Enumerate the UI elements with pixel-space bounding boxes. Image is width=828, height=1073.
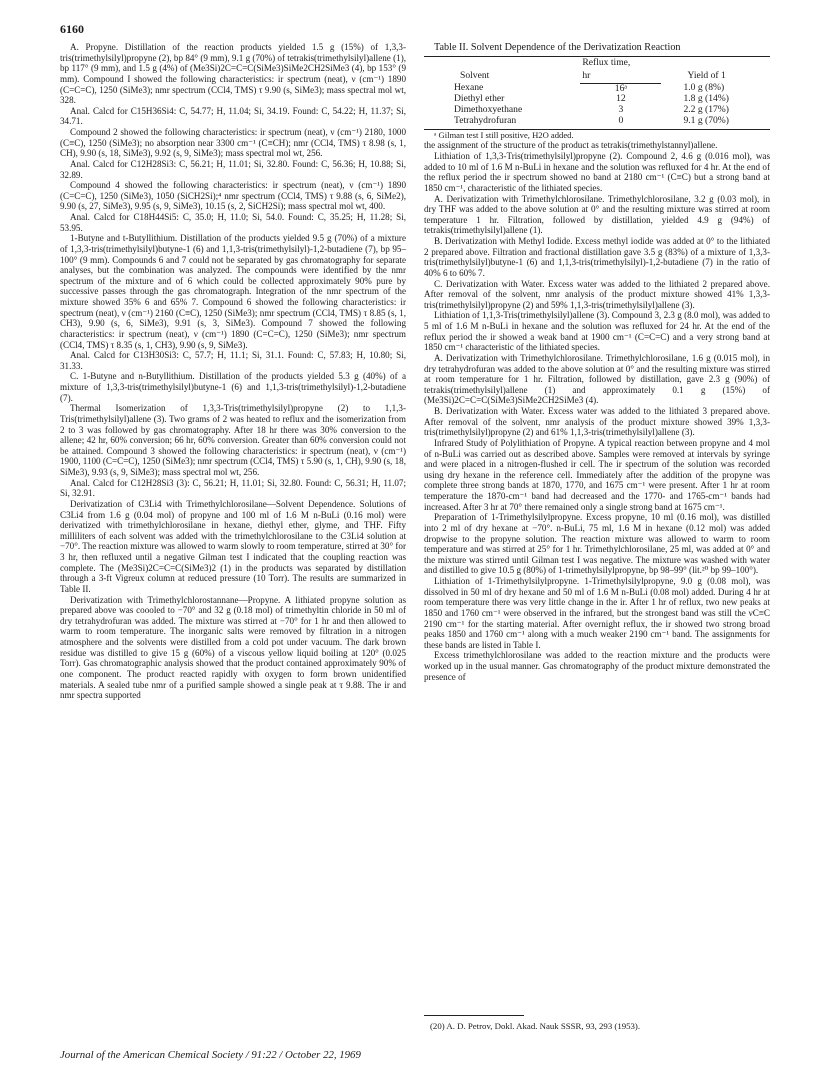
paragraph-deriv-tmcs-3: A. Derivatization with Trimethylchlorosilane. Trimethylchlorosilane, 1.6 g (0.015 mol), in dry tetrahydrofuran was added to the above solution at 0° and the resulting mixture was stirred at room temperature for 1 hr. Filtration, followed by distillation, gave 2.3 g (90%) of tetrakis(trimethylsilyl)allene (1) and approximately 0.1 g (15%) of (Me3Si)2C=C=C(SiMe3)SiMe2CH2SiMe3 (4).	[424, 352, 770, 406]
cell-yield: 9.1 g (70%)	[661, 116, 770, 129]
page-number: 6160	[60, 22, 84, 36]
paragraph-prep-tmsp: Preparation of 1-Trimethylsilylpropyne. Excess propyne, 10 ml (0.16 mol), was distilled into 2 ml of dry hexane at −70°. n-BuLi, 75 ml, 1.6 M in hexane (0.12 mol) was added dropwise to the propyne solution. The reaction mixture was allowed to warm to room temperature and was stirred at 25° for 1 hr. Trimethylchlorosilane, 25 ml, was added at 0° and the mixture was stirred until Gilman test I was negative. The mixture was washed with water and distilled to give 10.5 g (80%) of 1-trimethylsilylpropyne, bp 98–99° (lit.²⁰ bp 99–100°).	[424, 512, 770, 576]
paragraph-butyne-nbuli: C. 1-Butyne and n-Butyllithium. Distillation of the products yielded 5.3 g (40%) of a mixture of 1,3,3-tris(trimethylsilyl)butyne-1 (6) and 1,1,3-tris(trimethylsilyl)-1,2-butadiene (7).	[60, 371, 406, 403]
paragraph-lithiation-tmsp: Lithiation of 1-Trimethylsilylpropyne. 1-Trimethylsilylpropyne, 9.0 g (0.08 mol), was dissolved in 50 ml of dry hexane and 50 ml of 1.6 M n-BuLi (0.08 mol) added. During 4 hr at room temperature there was very little change in the ir. After 1 hr of reflux, two new peaks at 1850 and 1760 cm⁻¹ were observed in the infrared, but the strongest band was still the νC≡C 2190 cm⁻¹ for the starting material. After overnight reflux, the ir showed two strong broad peaks 1850 and 1760 cm⁻¹ along with a much weaker 2190 cm⁻¹ band. The assignments for these bands are listed in Table I.	[424, 576, 770, 650]
cell-reflux: 0	[580, 116, 661, 129]
cell-reflux: 3	[618, 104, 624, 116]
paragraph-propyne: A. Propyne. Distillation of the reaction products yielded 1.5 g (15%) of 1,3,3-tris(trimethylsilyl)propyne (2), bp 84° (9 mm), 9.1 g (70%) of tetrakis(trimethylsilyl)allene (1), bp 117° (9 mm), and 1.5 g (4%) of (Me3Si)2C=C=C(SiMe3)SiMe2CH2SiMe3 (4), bp 153° (9 mm). Compound I showed the following characteristics: ir spectrum (neat), ν (cm⁻¹) 1890 (C=C=C), 1250 (SiMe3); nmr spectrum (CCl4, TMS) τ 9.90 (s, SiMe3); mass spectral mol wt, 328.	[60, 42, 406, 106]
paragraph-deriv-tmcs-a: A. Derivatization with Trimethylchlorosilane. Trimethylchlorosilane, 3.2 g (0.03 mol), in dry THF was added to the above solution at 0° and the resulting mixture was stirred at room temperature 1 hr. Filtration, followed by distillation, yielded 4.9 g (94%) of tetrakis(trimethylsilyl)allene (1).	[424, 193, 770, 236]
table-row	[424, 116, 770, 129]
paragraph-deriv-methyl-iodide: B. Derivatization with Methyl Iodide. Excess methyl iodide was added at 0° to the lithiated 2 prepared above. Filtration and fractional distillation gave 3.5 g (83%) of a mixture of 1,3,3-tris(trimethylsilyl)butyne-1 (6) and 1,1,3-tris(trimethylsilyl)-1,2-butadiene (7) in the ratio of 40% 6 to 60% 7.	[424, 236, 770, 278]
table-solvent-dependence	[424, 56, 770, 130]
header-solvent: Solvent	[424, 57, 580, 84]
cell-solvent: Dimethoxyethane	[454, 104, 523, 116]
paragraph-anal-1: Anal. Calcd for C15H36Si4: C, 54.77; H, 11.04; Si, 34.19. Found: C, 54.22; H, 11.37; Si, 34.71.	[60, 105, 406, 127]
paragraph-solvent-dependence: Derivatization of C3Li4 with Trimethylchlorosilane—Solvent Dependence. Solutions of C3Li4 from 1.6 g (0.04 mol) of propyne and 100 ml of 1.6 M n-BuLi (0.16 mol) were derivatized with trimethylchlorosilane in hexane, diethyl ether, glyme, and THF. Fifty milliliters of each solvent was added with the trimethylchlorosilane to the C3Li4 solution at −70°. The reaction mixture was allowed to warm slowly to room temperature, stirred at 30° for 3 hr, then refluxed until a negative Gilman test I indicated that the coupling reaction was complete. The (Me3Si)2C=C=C(SiMe3)2 (1) in the products was separated by distillation through a 3-ft Vigreux column at reduced pressure (10 Torr). The results are summarized in Table II.	[60, 498, 406, 594]
paragraph-deriv-water-c: C. Derivatization with Water. Excess water was added to the lithiated 2 prepared above. After removal of the solvent, nmr analysis of the product mixture showed 41% 1,3,3-tris(trimethylsilyl)propyne (2) and 59% 1,1,3-tris(trimethylsilyl)allene (3).	[424, 278, 770, 310]
footnote-divider	[424, 1015, 524, 1016]
paragraph-anal-3: Anal. Calcd for C18H44Si5: C, 35.0; H, 11.0; Si, 54.0. Found: C, 35.25; H, 11.28; Si, 53.95.	[60, 212, 406, 233]
cell-yield: 1.8 g (14%)	[683, 93, 729, 105]
paragraph-deriv-water-3: B. Derivatization with Water. Excess water was added to the lithiated 3 prepared above. After removal of the solvent, nmr analysis of the product mixture showed 39% 1,3,3-tris(trimethylsilyl)propyne (2) and 61% 1,1,3-tris(trimethylsilyl)allene (3).	[424, 406, 770, 438]
cell-reflux: 16ᵃ	[614, 82, 627, 94]
paragraph-excess-tmcs: Excess trimethylchlorosilane was added to the reaction mixture and the products were worked up in the usual manner. Gas chromatography of the product mixture demonstrated the presence of	[424, 650, 770, 682]
paragraph-thermal-isomerization: Thermal Isomerization of 1,3,3-Tris(trimethylsilyl)propyne (2) to 1,1,3-Tris(trimethylsilyl)allene (3). Two grams of 2 was heated to reflux and the isomerization from 2 to 3 was followed by gas chromatography. After 18 hr there was 30% conversion to the allene; 42 hr, 60% conversion; 66 hr, 60% conversion. Greater than 60% conversion could not be attained. Compound 3 showed the following characteristics: ir spectrum (neat), ν (cm⁻¹) 1900, 1100 (C=C=C), 1250 (SiMe3); nmr spectrum (CCl4, TMS) τ 5.90 (s, 1, CH), 9.90 (s, 18, SiMe3), 9.93 (s, 9, SiMe3); mass spectral mol wt, 256.	[60, 403, 406, 477]
paragraph-stannane: Derivatization with Trimethylchlorostannane—Propyne. A lithiated propyne solution as prepared above was coooled to −70° and 32 g (0.18 mol) of trimethyltin chloride in 50 ml of dry tetrahydrofuran was added. The mixture was stirred at −70° for 1 hr and then allowed to warm to room temperature. The inorganic salts were removed by filtration in a nitrogen atmosphere and the solvents were distilled from a cold pot under vacuum. The dark brown residue was distilled to give 15 g (60%) of a viscous yellow liquid boiling at 120° (0.025 Torr). Gas chromatographic analysis showed that the product contained approximately 90% of one component. The product reacted rapidly with oxygen to form brown unidentified materials. A sealed tube nmr of a purified sample showed a single peak at τ 9.88. The ir and nmr spectra supported	[60, 594, 406, 701]
reference-20: (20) A. D. Petrov, Dokl. Akad. Nauk SSSR, 93, 293 (1953).	[430, 1021, 641, 1031]
cell-reflux: 12	[616, 93, 626, 105]
paragraph-butyne-tbuli: 1-Butyne and t-Butyllithium. Distillation of the products yielded 9.5 g (70%) of a mixture of 1,3,3-tris(trimethylsilyl)butyne-1 (6) and 1,1,3-tris(trimethylsilyl)-1,2-butadiene (7), bp 95–100° (9 mm). Compounds 6 and 7 could not be separated by gas chromatography for separate analyses, but the combination was analyzed. The compounds were identified by the nmr spectrum of the mixture and of 6 which could be collected approximately 90% pure by successive passes through the gas chromatograph. Integration of the nmr spectrum of the mixture showed 35% 6 and 65% 7. Compound 6 showed the following characteristics: ir spectrum (neat), ν (cm⁻¹) 2160 (C≡C), 1250 (SiMe3); nmr spectrum (CCl4, TMS) τ 8.85 (s, 1, CH3), 9.90 (s, 6, SiMe3), 9.91 (s, 3, SiMe3). Compound 7 showed the following characteristics: ir spectrum (neat), ν (cm⁻¹) 1890 (C=C=C), 1250 (SiMe3); nmr spectrum (CCl4, TMS) τ 8.35 (s, 1, CH3), 9.90 (s, 9, SiMe3).	[60, 233, 406, 350]
cell-solvent: Hexane	[454, 82, 484, 94]
header-reflux: Reflux time,	[580, 57, 661, 70]
paragraph-compound-4: Compound 4 showed the following characteristics: ir spectrum (neat), ν (cm⁻¹) 1890 (C=C=C), 1250 (SiMe3), 1050 (SiCH2Si);⁴ nmr spectrum (CCl4, TMS) τ 9.88 (s, 6, SiMe2), 9.90 (s, 27, SiMe3), 9.95 (s, 9, SiMe3), 10.15 (s, 2, SiCH2Si); mass spectral mol wt, 400.	[60, 180, 406, 212]
paragraph-lithiation-3: Lithiation of 1,1,3-Tris(trimethylsilyl)allene (3). Compound 3, 2.3 g (8.0 mol), was added to 5 ml of 1.6 M n-BuLi in hexane and the solution was refluxed for 24 hr. At the end of the reflux period the ir showed a weak band at 1900 cm⁻¹ (C=C=C) and a very strong band at 1850 cm⁻¹ characteristic of the lithiated species.	[424, 310, 770, 353]
paragraph-infrared-study: Infrared Study of Polylithiation of Propyne. A typical reaction between propyne and 4 mol of n-BuLi was carried out as described above. Samples were removed at intervals by syringe and were placed in a nitrogen-flushed ir cell. The ir spectrum of the solution was recorded using dry hexane in the reference cell. Immediately after the addition of the propyne was complete three strong bands at 1870, 1770, and 1675 cm⁻¹ were present. After 1 hr at room temperature the 1870-cm⁻¹ band had decreased and the 1770- and 1765-cm⁻¹ bands had increased. After 3 hr at 70° there remained only a single strong band at 1675 cm⁻¹.	[424, 437, 770, 512]
header-reflux-unit: hr	[580, 70, 661, 83]
table-footnote: ᵃ Gilman test I still positive, H2O added.	[434, 129, 574, 140]
cell-solvent: Tetrahydrofuran	[424, 116, 580, 129]
cell-yield: 2.2 g (17%)	[683, 104, 729, 116]
cell-yield: 1.0 g (8%)	[683, 82, 725, 94]
paragraph-anal-2: Anal. Calcd for C12H28Si3: C, 56.21; H, 11.01; Si, 32.80. Found: C, 56.36; H, 10.88; Si, 32.89.	[60, 158, 406, 180]
paragraph-lithiation-2: Lithiation of 1,3,3-Tris(trimethylsilyl)propyne (2). Compound 2, 4.6 g (0.016 mol), was added to 10 ml of 1.6 M n-BuLi in hexane and the solution was refluxed for 4 hr. At the end of the reflux period the ir spectrum showed no band at 2180 cm⁻¹ (C≡C) but a strong band at 1850 cm⁻¹, characteristic of the lithiated species.	[424, 151, 770, 193]
journal-footer: Journal of the American Chemical Society / 91:22 / October 22, 1969	[60, 1049, 361, 1061]
cell-solvent: Diethyl ether	[454, 93, 505, 105]
left-column	[60, 42, 406, 701]
paragraph-anal-5: Anal. Calcd for C12H28Si3 (3): C, 56.21; H, 11.01; Si, 32.80. Found: C, 56.31; H, 11.07; Si, 32.91.	[60, 477, 406, 499]
right-column	[424, 42, 770, 682]
paragraph-compound-2: Compound 2 showed the following characteristics: ir spectrum (neat), ν (cm⁻¹) 2180, 1000 (C≡C), 1250 (SiMe3); no absorption near 3300 cm⁻¹ (C≡CH); nmr (CCl4, TMS) τ 8.98 (s, 1, CH), 9.90 (s, 18, SiMe3), 9.92 (s, 9, SiMe3); mass spectral mol wt, 256.	[60, 127, 406, 159]
table-title: Table II. Solvent Dependence of the Derivatization Reaction	[434, 42, 681, 53]
paragraph-anal-4: Anal. Calcd for C13H30Si3: C, 57.7; H, 11.1; Si, 31.1. Found: C, 57.83; H, 10.80; Si, 31.33.	[60, 350, 406, 371]
header-yield: Yield of 1	[661, 57, 770, 84]
paragraph-continuation: the assignment of the structure of the product as tetrakis(trimethylstannyl)allene.	[424, 140, 718, 151]
